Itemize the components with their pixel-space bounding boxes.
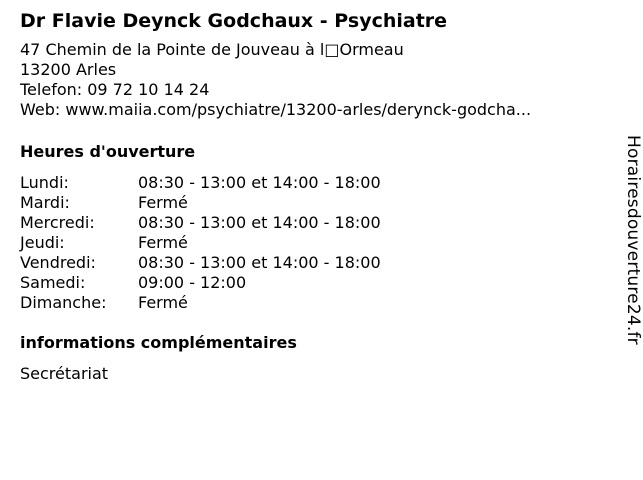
day-label: Jeudi: — [20, 233, 65, 252]
info-text: Secrétariat — [20, 364, 109, 383]
spacer — [20, 313, 600, 333]
web-line[interactable]: Web: www.maiia.com/psychiatre/13200-arles/derynck-godcha... — [20, 100, 532, 119]
hours-row-sunday — [20, 293, 600, 313]
address-line-2: 13200 Arles — [20, 60, 117, 79]
time-label: 09:00 - 12:00 — [138, 273, 247, 292]
hours-row-tuesday — [20, 193, 600, 213]
hours-row-saturday — [20, 273, 600, 293]
day-label: Dimanche: — [20, 293, 107, 312]
hours-row-wednesday — [20, 213, 600, 233]
hours-heading: Heures d'ouverture — [20, 142, 196, 161]
hours-row-friday — [20, 253, 600, 273]
spacer — [20, 120, 600, 142]
time-label: 08:30 - 13:00 et 14:00 - 18:00 — [138, 253, 381, 272]
business-card — [20, 10, 600, 384]
time-label: 08:30 - 13:00 et 14:00 - 18:00 — [138, 213, 381, 232]
hours-row-thursday — [20, 233, 600, 253]
page-title: Dr Flavie Deynck Godchaux - Psychiatre — [20, 10, 448, 32]
time-label: 08:30 - 13:00 et 14:00 - 18:00 — [138, 173, 381, 192]
day-label: Samedi: — [20, 273, 86, 292]
hours-table — [20, 173, 600, 313]
address-line-1: 47 Chemin de la Pointe de Jouveau à l□Ormeau — [20, 40, 404, 59]
watermark: Horairesdouverture24.fr — [623, 135, 643, 345]
phone-line[interactable]: Telefon: 09 72 10 14 24 — [20, 80, 210, 99]
time-label: Fermé — [138, 293, 188, 312]
time-label: Fermé — [138, 233, 188, 252]
hours-row-monday — [20, 173, 600, 193]
day-label: Mercredi: — [20, 213, 95, 232]
address-block — [20, 40, 600, 120]
day-label: Vendredi: — [20, 253, 96, 272]
day-label: Lundi: — [20, 173, 69, 192]
day-label: Mardi: — [20, 193, 70, 212]
info-heading: informations complémentaires — [20, 333, 297, 352]
time-label: Fermé — [138, 193, 188, 212]
